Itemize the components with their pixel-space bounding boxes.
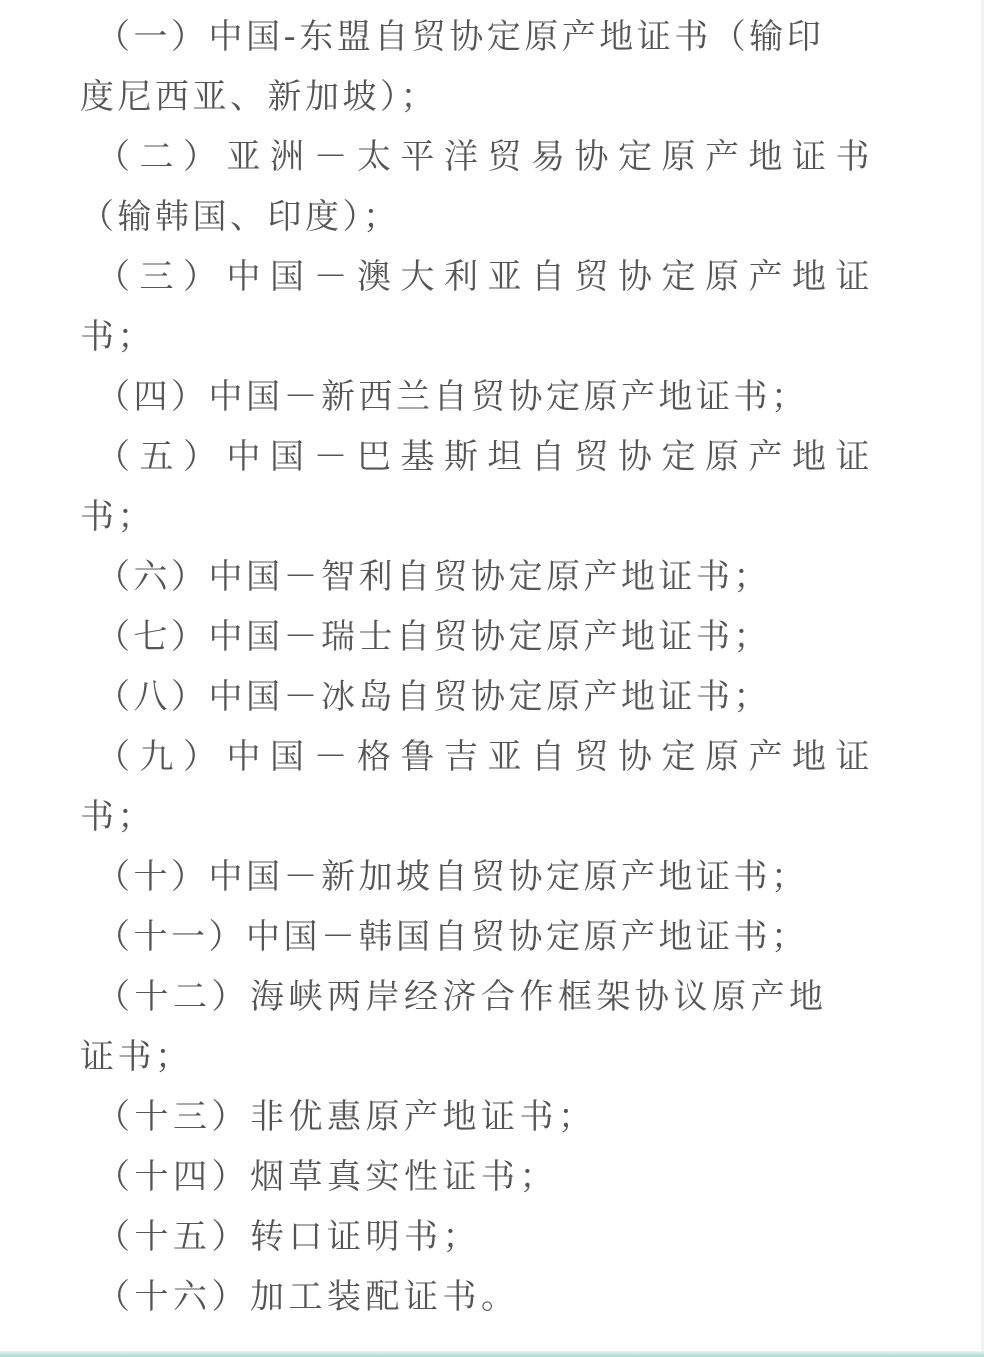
list-item-10: （十）中国－新加坡自贸协定原产地证书； — [96, 857, 809, 897]
list-item-15: （十五）转口证明书； — [96, 1217, 481, 1257]
bottom-accent-bar — [0, 1351, 984, 1357]
list-item-1-continuation: 度尼西亚、新加坡）； — [80, 77, 438, 117]
list-item-7: （七）中国－瑞士自贸协定原产地证书； — [96, 617, 771, 657]
list-item-13: （十三）非优惠原产地证书； — [96, 1097, 597, 1137]
list-item-8: （八）中国－冰岛自贸协定原产地证书； — [96, 677, 771, 717]
list-item-3: （三）中国－澳大利亚自贸协定原产地证 — [96, 257, 879, 297]
list-item-12-continuation: 证书； — [80, 1037, 193, 1077]
list-item-1: （一）中国-东盟自贸协定原产地证书（输印 — [96, 17, 825, 57]
list-item-11: （十一）中国－韩国自贸协定原产地证书； — [96, 917, 809, 957]
list-item-9-continuation: 书； — [80, 797, 155, 837]
list-item-5-continuation: 书； — [80, 497, 155, 537]
list-item-2: （二）亚洲－太平洋贸易协定原产地证书 — [96, 137, 879, 177]
list-item-6: （六）中国－智利自贸协定原产地证书； — [96, 557, 771, 597]
list-item-9: （九）中国－格鲁吉亚自贸协定原产地证 — [96, 737, 879, 777]
list-item-14: （十四）烟草真实性证书； — [96, 1157, 558, 1197]
list-item-2-continuation: （输韩国、印度）； — [80, 197, 401, 237]
list-item-16: （十六）加工装配证书。 — [96, 1277, 520, 1317]
list-item-3-continuation: 书； — [80, 317, 155, 357]
list-item-12: （十二）海峡两岸经济合作框架协议原产地 — [96, 977, 828, 1017]
list-item-5: （五）中国－巴基斯坦自贸协定原产地证 — [96, 437, 879, 477]
list-item-4: （四）中国－新西兰自贸协定原产地证书； — [96, 377, 809, 417]
